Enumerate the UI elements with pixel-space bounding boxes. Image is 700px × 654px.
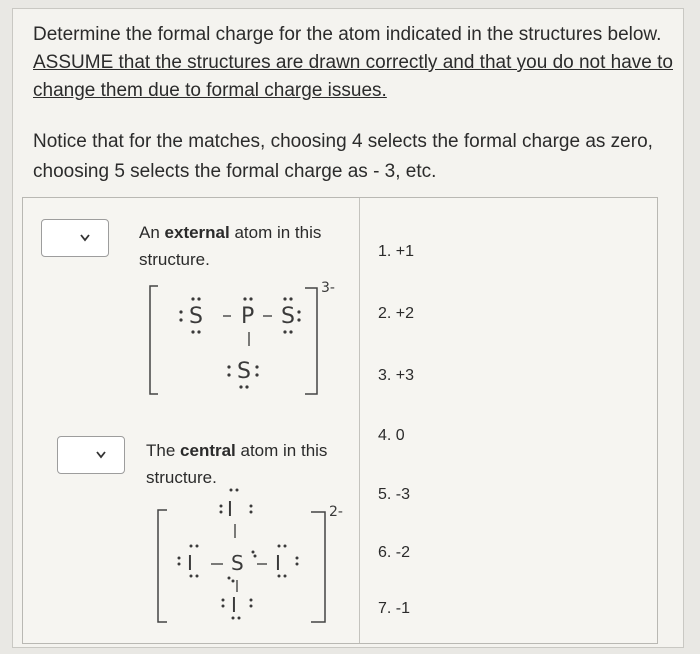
option-4: 4. 0 [378, 427, 405, 444]
sulfur-center-atom: S [231, 551, 244, 575]
option-1: 1. +1 [378, 243, 415, 260]
instruction-line-3: change them due to formal charge issues. [33, 80, 387, 101]
notice-line-2: choosing 5 selects the formal charge as - 3, etc. [33, 161, 437, 182]
left-bracket [158, 510, 167, 622]
phosphorus-center-atom: P [241, 304, 255, 329]
sulfur-bottom-atom: S [237, 359, 251, 384]
instruction-line-2: ASSUME that the structures are drawn correctly and that you do not have to [33, 52, 673, 73]
question-1-text: An external atom in this structure. [139, 223, 322, 269]
question-2-text: The central atom in this structure. [146, 441, 328, 487]
iodine-bottom-atom: I [231, 593, 237, 617]
iodine-left-atom: I [187, 551, 193, 575]
option-6: 6. -2 [378, 544, 411, 561]
sulfur-left-atom: S [189, 304, 203, 329]
chevron-down-icon [95, 450, 107, 460]
ion-charge-label: 3- [321, 280, 335, 296]
structure-1-drawing [141, 276, 351, 404]
left-bracket [150, 286, 158, 394]
iodine-top-atom: I [227, 497, 233, 521]
instruction-line-1: Determine the formal charge for the atom indicated in the structures below. [33, 24, 662, 45]
right-bracket [305, 288, 317, 394]
instructions [33, 21, 673, 105]
panel-divider [359, 198, 360, 643]
option-2: 2. +2 [378, 305, 415, 322]
option-5: 5. -3 [378, 486, 411, 503]
ion-charge-label: 2- [329, 504, 343, 520]
iodine-right-atom: I [275, 551, 281, 575]
notice-text [33, 127, 663, 187]
sulfur-right-atom: S [281, 304, 295, 329]
option-3: 3. +3 [378, 367, 415, 384]
answer-dropdown-2[interactable] [57, 436, 125, 474]
notice-line-1: Notice that for the matches, choosing 4 selects the formal charge as zero, [33, 131, 653, 152]
matching-panel [22, 197, 658, 644]
chevron-down-icon [79, 233, 91, 243]
structure-2-drawing [147, 486, 357, 632]
answer-dropdown-1[interactable] [41, 219, 109, 257]
option-7: 7. -1 [378, 600, 411, 617]
right-bracket [311, 512, 325, 622]
